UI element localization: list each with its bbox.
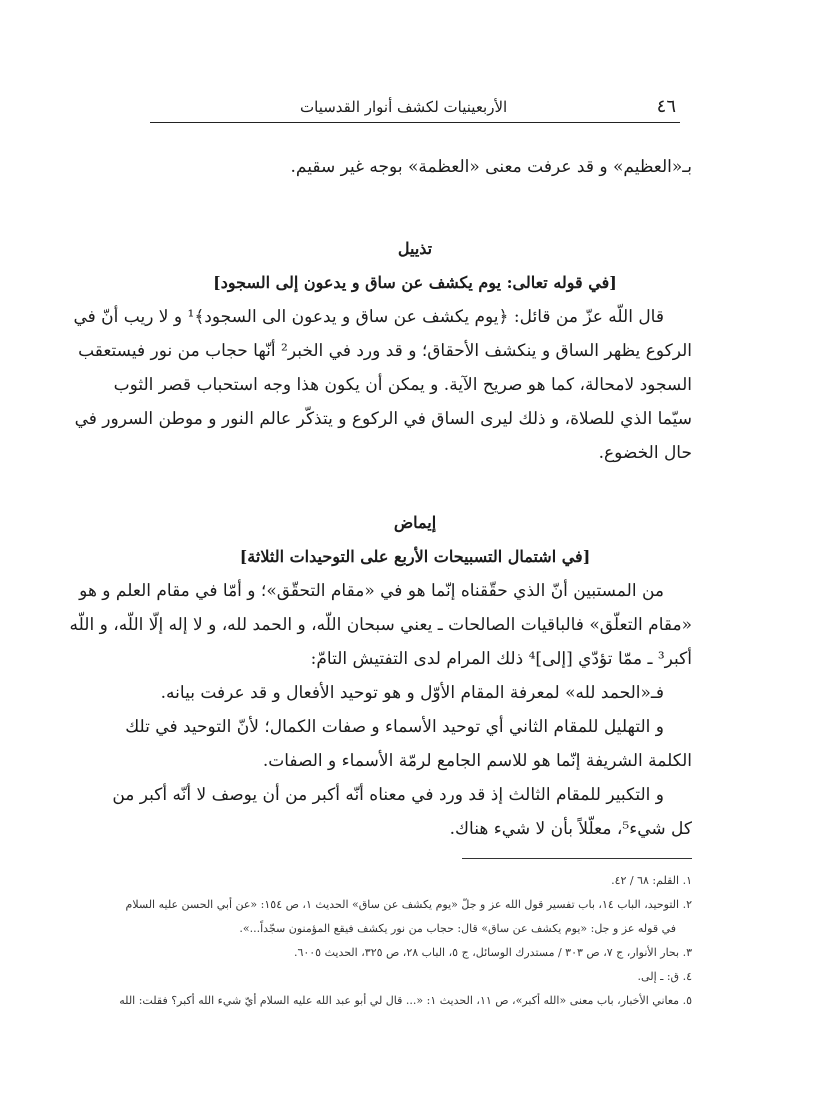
paragraph-line: من المستبين أنّ الذي حقّقناه إنّما هو في «مقام التحقّق»؛ و أمّا في مقام العلم و هو bbox=[79, 581, 664, 601]
footnote: ٥. معاني الأخبار، باب معنى «الله أكبر»، ص ١١، الحديث ١: «... قال لي أبو عبد الله عليه السلام أيّ شيء الله أكبر؟ فقلت: الله bbox=[119, 994, 692, 1007]
paragraph-line: و التكبير للمقام الثالث إذ قد ورد في معناه أنّه أكبر من أن يوصف لا أنّه أكبر من bbox=[112, 785, 664, 805]
opening-line: بـ«العظيم» و قد عرفت معنى «العظمة» بوجه غير سقيم. bbox=[290, 157, 692, 177]
paragraph-line: حال الخضوع. bbox=[598, 443, 692, 463]
paragraph-line: «مقام التعلّق» فالباقيات الصالحات ـ يعني سبحان اللّه، و الحمد لله، و لا إله إلّا اللّه، و اللّه bbox=[69, 615, 692, 635]
section-subheading: [في اشتمال التسبيحات الأربع على التوحيدات الثلاثة] bbox=[239, 547, 591, 566]
page-header bbox=[150, 92, 680, 123]
paragraph-line: سيّما الذي للصلاة، و ذلك ليرى الساق في الركوع و يتذكّر عالم النور و موطن السرور في bbox=[74, 409, 692, 429]
footnotes bbox=[119, 858, 692, 1013]
section-subheading: [في قوله تعالى: يوم يكشف عن ساق و يدعون إلى السجود] bbox=[213, 273, 617, 292]
footnote: ٤. ق: ـ إلى. bbox=[637, 970, 692, 983]
paragraph-line: كل شيء⁵، معلّلاً بأن لا شيء هناك. bbox=[449, 819, 692, 839]
paragraph-line: الكلمة الشريفة إنّما هو للاسم الجامع لرمّة الأسماء و الصفات. bbox=[262, 751, 692, 771]
running-title: الأربعينيات لكشف أنوار القدسيات bbox=[300, 98, 508, 116]
section-heading-imad: إيماض bbox=[393, 513, 437, 532]
footnote-divider bbox=[462, 858, 692, 859]
footnote: ١. القلم: ٦٨ / ٤٢. bbox=[611, 874, 692, 887]
paragraph-line: السجود لامحالة، كما هو صريح الآية. و يمكن أن يكون هذا وجه استحباب قصر الثوب bbox=[113, 375, 692, 395]
page-number: ٤٦ bbox=[656, 96, 676, 117]
paragraph-line: أكبر³ ـ ممّا تؤدّي [إلى]⁴ ذلك المرام لدى التفتيش التامّ: bbox=[310, 649, 692, 669]
paragraph-line: فـ«الحمد لله» لمعرفة المقام الأوّل و هو توحيد الأفعال و قد عرفت بيانه. bbox=[160, 683, 664, 703]
paragraph-line: قال اللّه عزّ من قائل: ﴿يوم يكشف عن ساق و يدعون الى السجود﴾¹ و لا ريب أنّ في bbox=[73, 307, 664, 327]
footnote: ٢. التوحيد، الباب ١٤، باب تفسير قول الله عز و جلّ «يوم يكشف عن ساق» الحديث ١، ص ١٥٤: «عن أبي الحسن عليه السلام bbox=[125, 898, 692, 911]
main-text bbox=[69, 150, 692, 846]
paragraph-line: و التهليل للمقام الثاني أي توحيد الأسماء و صفات الكمال؛ لأنّ التوحيد في تلك bbox=[125, 717, 664, 737]
paragraph-line: الركوع يظهر الساق و ينكشف الأحقاق؛ و قد ورد في الخبر² أنّها حجاب من نور فيستعقب bbox=[78, 341, 692, 361]
section-heading-tadhyil: تذييل bbox=[397, 239, 433, 258]
footnote: ٣. بحار الأنوار، ج ٧، ص ٣٠٣ / مستدرك الوسائل، ج ٥، الباب ٢٨، ص ٣٢٥، الحديث ٦٠٠٥. bbox=[293, 946, 692, 959]
footnote-continuation: في قوله عز و جل: «يوم يكشف عن ساق» قال: حجاب من نور يكشف فيقع المؤمنون سجّداً...». bbox=[239, 922, 676, 935]
